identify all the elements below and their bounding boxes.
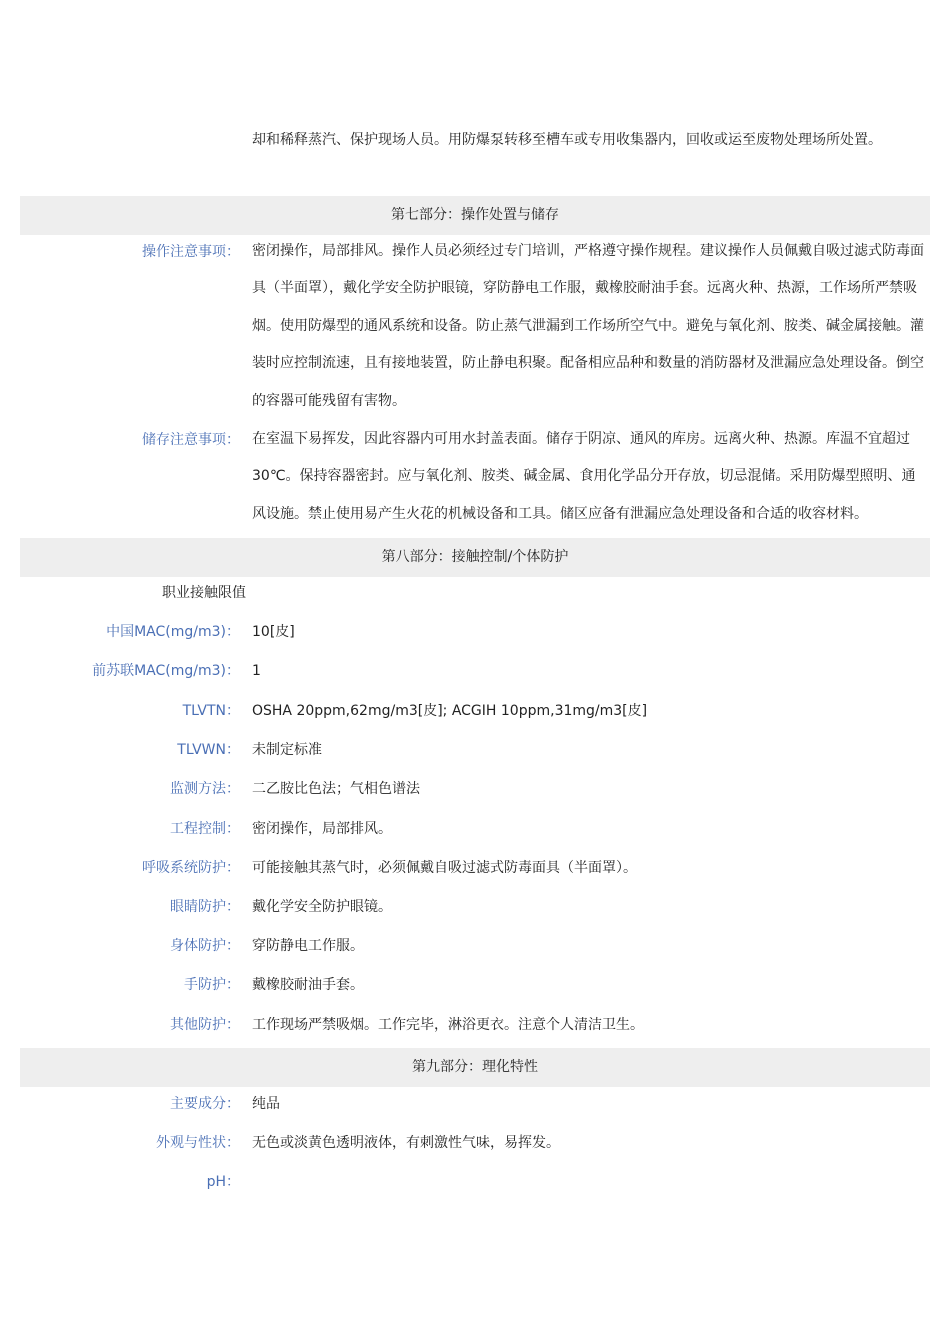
- continuation-text: 却和稀释蒸汽、保护现场人员。用防爆泵转移至槽车或专用收集器内，回收或运至废物处理场所处置。: [252, 132, 882, 148]
- field-value: 工作现场严禁吸烟。工作完毕，淋浴更衣。注意个人清洁卫生。: [252, 1017, 644, 1033]
- field-label: pH：: [206, 1174, 240, 1190]
- field-label: 身体防护：: [170, 938, 240, 954]
- section-8-header: 第八部分：接触控制/个体防护: [20, 538, 930, 577]
- section-9-header: 第九部分：理化特性: [20, 1048, 930, 1087]
- field-label: 其他防护：: [170, 1017, 240, 1033]
- field-value: 穿防静电工作服。: [252, 938, 364, 954]
- field-label: 手防护：: [184, 977, 240, 993]
- field-value: 戴橡胶耐油手套。: [252, 977, 364, 993]
- field-value: 10[皮]: [252, 624, 295, 640]
- field-label: TLVTN：: [182, 703, 240, 719]
- field-label: 操作注意事项：: [142, 244, 240, 260]
- field-value: 无色或淡黄色透明液体，有刺激性气味，易挥发。: [252, 1135, 560, 1151]
- section-7-header: 第七部分：操作处置与储存: [20, 196, 930, 235]
- field-label: 呼吸系统防护：: [142, 860, 240, 876]
- field-value: 戴化学安全防护眼镜。: [252, 899, 392, 915]
- field-value: 在室温下易挥发，因此容器内可用水封盖表面。储存于阴凉、通风的库房。远离火种、热源。库温不宜超过30℃。保持容器密封。应与氧化剂、胺类、碱金属、食用化学品分开存放，切忌混储。采用防爆型照明、通风设施。禁止使用易产生火花的机械设备和工具。储区应备有泄漏应急处理设备和合适的收容材料。: [252, 431, 916, 522]
- field-label: 外观与性状：: [156, 1135, 240, 1151]
- subheading-exposure-limits: 职业接触限值: [162, 585, 246, 601]
- field-label: TLVWN：: [177, 742, 240, 758]
- field-value: 二乙胺比色法；气相色谱法: [252, 781, 420, 797]
- field-label: 监测方法：: [170, 781, 240, 797]
- field-value: 密闭操作，局部排风。: [252, 821, 392, 837]
- field-value: 未制定标准: [252, 742, 322, 758]
- field-value: OSHA 20ppm,62mg/m3[皮]; ACGIH 10ppm,31mg/m3[皮]: [252, 703, 648, 719]
- field-value: 可能接触其蒸气时，必须佩戴自吸过滤式防毒面具（半面罩）。: [252, 860, 637, 876]
- field-label: 工程控制：: [170, 821, 240, 837]
- field-value: 1: [252, 663, 261, 679]
- field-label: 储存注意事项：: [142, 432, 240, 448]
- field-label: 中国MAC(mg/m3)：: [106, 624, 240, 640]
- field-label: 主要成分：: [170, 1096, 240, 1112]
- field-label: 眼睛防护：: [170, 899, 240, 915]
- field-value: 密闭操作，局部排风。操作人员必须经过专门培训，严格遵守操作规程。建议操作人员佩戴自吸过滤式防毒面具（半面罩），戴化学安全防护眼镜，穿防静电工作服，戴橡胶耐油手套。远离火种、热源，工作场所严禁吸烟。使用防爆型的通风系统和设备。防止蒸气泄漏到工作场所空气中。避免与氧化剂、胺类、碱金属接触。灌装时应控制流速，且有接地装置，防止静电积聚。配备相应品种和数量的消防器材及泄漏应急处理设备。倒空的容器可能残留有害物。: [252, 243, 924, 409]
- field-label: 前苏联MAC(mg/m3)：: [92, 663, 240, 679]
- field-value: 纯品: [252, 1096, 280, 1112]
